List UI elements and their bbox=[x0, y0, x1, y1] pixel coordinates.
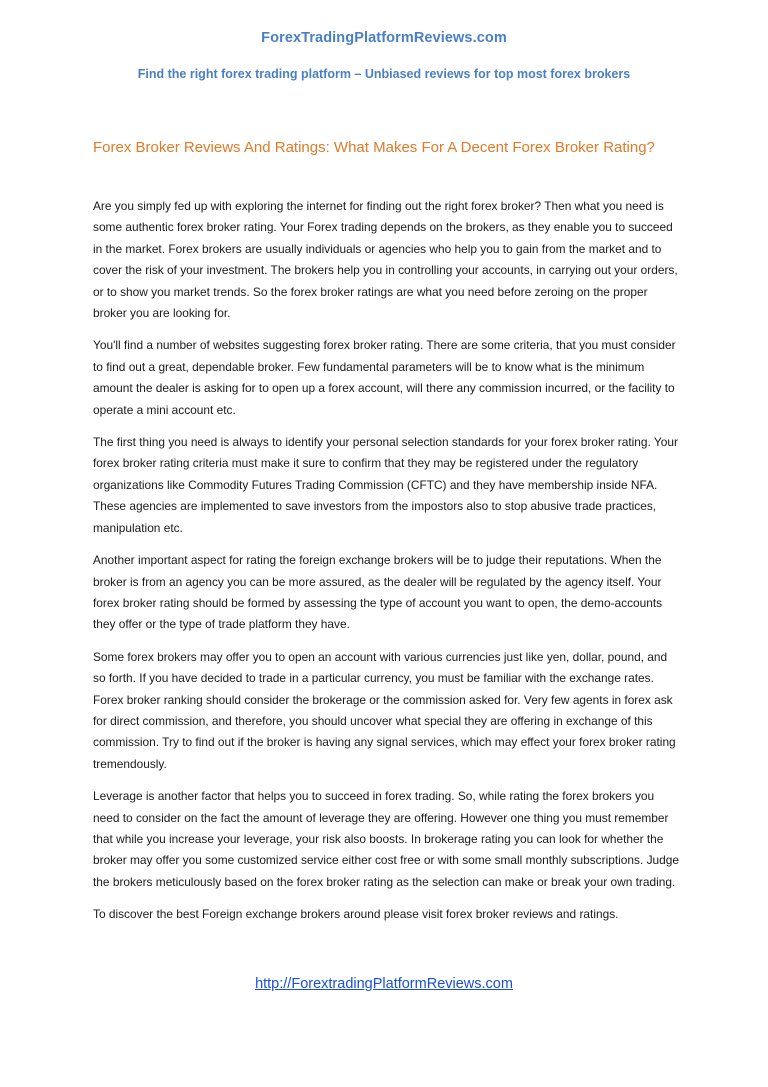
site-tagline: Find the right forex trading platform – Unbiased reviews for top most forex brokers bbox=[137, 67, 631, 81]
article-paragraph: To discover the best Foreign exchange brokers around please visit forex broker reviews and ratings. bbox=[93, 907, 619, 922]
article-paragraph: Another important aspect for rating the foreign exchange brokers will be to judge their reputations. When the broker is from an agency you can be more assured, as the dealer will be regulated by the agency itself. Your forex broker rating should be formed by assessing the type of account you want to open, the demo-accounts they offer or the type of trade platform they have. bbox=[93, 553, 663, 632]
article-paragraph: The first thing you need is always to identify your personal selection standards for your forex broker rating. Your forex broker rating criteria must make it sure to confirm that they may be registered under the regulatory organizations like Commodity Futures Trading Commission (CFTC) and they have membership inside NFA. These agencies are implemented to save investors from the impostors also to stop abusive trade practices, manipulation etc. bbox=[93, 435, 678, 535]
article-paragraph: Leverage is another factor that helps you to succeed in forex trading. So, while rating the forex brokers you need to consider on the fact the amount of leverage they are offering. However one thing you must remember that while you increase your leverage, your risk also boosts. In brokerage rating you can look for whether the broker may offer you some customized service either cost free or with some small monthly subscriptions. Judge the brokers meticulously based on the forex broker rating as the selection can make or break your own trading. bbox=[93, 789, 679, 889]
article-paragraph: You'll find a number of websites suggesting forex broker rating. There are some criteria, that you must consider to find out a great, dependable broker. Few fundamental parameters will be to know what is the minimum amount the dealer is asking for to open up a forex account, will there any commission incurred, or the facility to operate a mini account etc. bbox=[93, 338, 676, 417]
article-paragraph: Are you simply fed up with exploring the internet for finding out the right forex broker? Then what you need is some authentic forex broker rating. Your Forex trading depends on the brokers, as they enable you to succeed in the market. Forex brokers are usually individuals or agencies who help you to gain from the market and to cover the risk of your investment. The brokers help you in controlling your accounts, in carrying out your orders, or to show you market trends. So the forex broker ratings are what you need before zeroing on the proper broker you are looking for. bbox=[93, 199, 678, 321]
article-paragraph: Some forex brokers may offer you to open an account with various currencies just like yen, dollar, pound, and so forth. If you have decided to trade in a particular currency, you must be familiar with the exchange rates. Forex broker ranking should consider the brokerage or the commission asked for. Very few agents in forex ask for direct commission, and therefore, you should uncover what special they are offering in exchange of this commission. Try to find out if the broker is having any signal services, which may effect your forex broker rating tremendously. bbox=[93, 649, 676, 771]
article-title: Forex Broker Reviews And Ratings: What Makes For A Decent Forex Broker Rating? bbox=[93, 139, 655, 156]
footer-website-link[interactable]: http://ForextradingPlatformReviews.com bbox=[255, 976, 513, 992]
site-name-header: ForexTradingPlatformReviews.com bbox=[261, 30, 507, 46]
article-body bbox=[93, 196, 681, 937]
